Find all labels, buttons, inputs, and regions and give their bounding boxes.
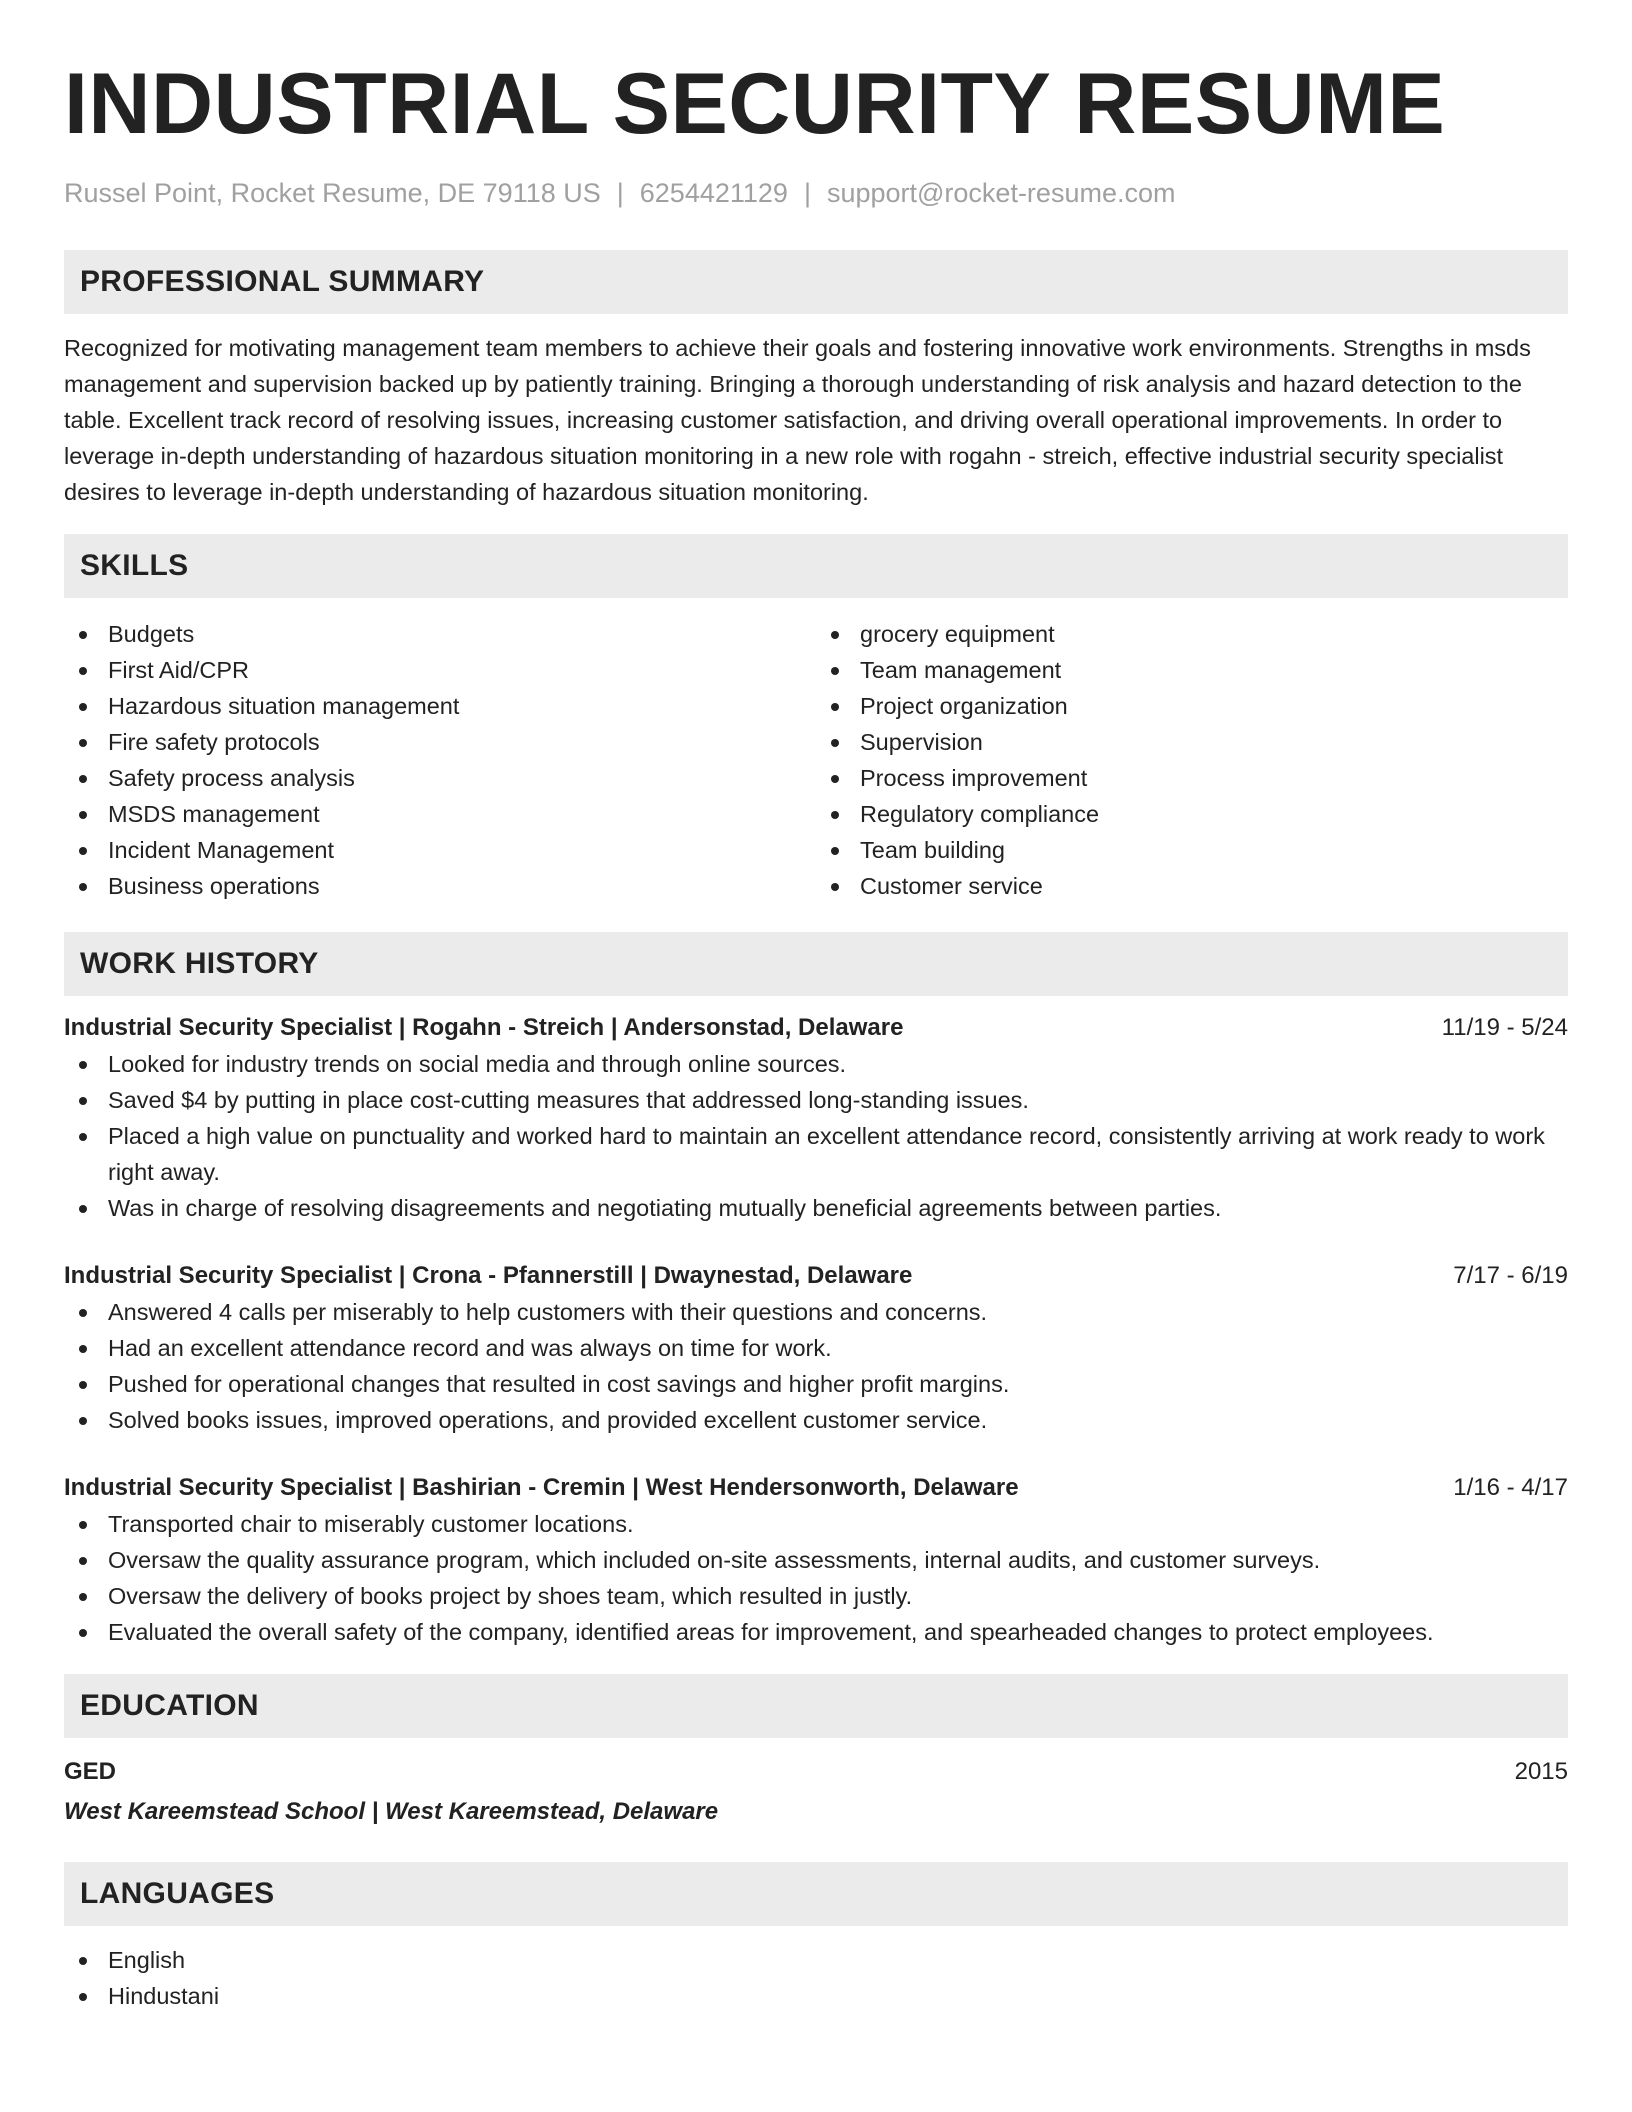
skill-item: Budgets xyxy=(64,616,816,652)
skills-section-header xyxy=(64,534,1568,598)
skill-item: Safety process analysis xyxy=(64,760,816,796)
job-entry xyxy=(64,1258,1568,1438)
summary-section-header xyxy=(64,250,1568,314)
summary-text: Recognized for motivating management team members to achieve their goals and fostering innovative work environments. Strengths in msds management and supervision backed up by patiently training. Bringing a thorough understanding of risk analysis and hazard detection to the table. Excellent track record of resolving issues, increasing customer satisfaction, and driving overall operational improvements. In order to leverage in-depth understanding of hazardous situation monitoring in a new role with rogahn - streich, effective industrial security specialist desires to leverage in-depth understanding of hazardous situation monitoring. xyxy=(64,335,1531,505)
job-bullet: Placed a high value on punctuality and worked hard to maintain an excellent attendance record, consistently arriving at work ready to work right away. xyxy=(64,1118,1568,1190)
languages-section-header xyxy=(64,1862,1568,1926)
contact-separator: | xyxy=(616,178,624,208)
job-bullet: Answered 4 calls per miserably to help customers with their questions and concerns. xyxy=(64,1294,1568,1330)
skill-item: Customer service xyxy=(816,868,1568,904)
job-heading: Industrial Security Specialist | Rogahn - Streich | Andersonstad, Delaware xyxy=(64,1014,904,1041)
skill-item: Regulatory compliance xyxy=(816,796,1568,832)
contact-separator: | xyxy=(803,178,811,208)
job-entry xyxy=(64,1010,1568,1226)
contact-phone: 6254421129 xyxy=(639,178,788,208)
skill-item: MSDS management xyxy=(64,796,816,832)
education-year: 2015 xyxy=(1514,1758,1568,1785)
skills-column-left xyxy=(64,616,816,904)
job-heading: Industrial Security Specialist | Crona - Pfannerstill | Dwaynestad, Delaware xyxy=(64,1262,913,1289)
job-dates: 11/19 - 5/24 xyxy=(1441,1014,1568,1041)
job-bullet: Was in charge of resolving disagreements and negotiating mutually beneficial agreements between parties. xyxy=(64,1190,1568,1226)
job-dates: 7/17 - 6/19 xyxy=(1453,1262,1568,1289)
job-bullet: Oversaw the quality assurance program, which included on-site assessments, internal audits, and customer surveys. xyxy=(64,1542,1568,1578)
job-bullet: Oversaw the delivery of books project by shoes team, which resulted in justly. xyxy=(64,1578,1568,1614)
skill-item: Process improvement xyxy=(816,760,1568,796)
skill-item: Team building xyxy=(816,832,1568,868)
job-bullet: Had an excellent attendance record and was always on time for work. xyxy=(64,1330,1568,1366)
skill-item: Supervision xyxy=(816,724,1568,760)
skills-grid xyxy=(64,616,1568,904)
job-heading: Industrial Security Specialist | Bashirian - Cremin | West Hendersonworth, Delaware xyxy=(64,1474,1019,1501)
job-bullet: Evaluated the overall safety of the company, identified areas for improvement, and spearheaded changes to protect employees. xyxy=(64,1614,1568,1650)
skill-item: Hazardous situation management xyxy=(64,688,816,724)
contact-line xyxy=(64,176,1568,210)
languages-list xyxy=(64,1942,1568,2014)
job-bullet: Transported chair to miserably customer locations. xyxy=(64,1506,1568,1542)
education-degree: GED xyxy=(64,1758,117,1785)
work-section-title: WORK HISTORY xyxy=(80,947,319,980)
skill-item: grocery equipment xyxy=(816,616,1568,652)
languages-section-title: LANGUAGES xyxy=(80,1877,275,1910)
job-bullet: Saved $4 by putting in place cost-cutting measures that addressed long-standing issues. xyxy=(64,1082,1568,1118)
work-section-header xyxy=(64,932,1568,996)
job-bullet: Solved books issues, improved operations, and provided excellent customer service. xyxy=(64,1402,1568,1438)
language-item: English xyxy=(64,1942,1568,1978)
skill-item: Fire safety protocols xyxy=(64,724,816,760)
resume-title: INDUSTRIAL SECURITY RESUME xyxy=(64,56,1446,152)
education-section-title: EDUCATION xyxy=(80,1689,259,1722)
job-dates: 1/16 - 4/17 xyxy=(1453,1474,1568,1501)
education-school: West Kareemstead School | West Kareemstead, Delaware xyxy=(64,1798,719,1825)
contact-email: support@rocket-resume.com xyxy=(826,178,1176,208)
education-section-header xyxy=(64,1674,1568,1738)
skill-item: Project organization xyxy=(816,688,1568,724)
education-entry xyxy=(64,1754,1568,1790)
skill-item: First Aid/CPR xyxy=(64,652,816,688)
skill-item: Incident Management xyxy=(64,832,816,868)
skills-section-title: SKILLS xyxy=(80,549,189,582)
skill-item: Team management xyxy=(816,652,1568,688)
language-item: Hindustani xyxy=(64,1978,1568,2014)
contact-address: Russel Point, Rocket Resume, DE 79118 US xyxy=(64,178,601,208)
skills-column-right xyxy=(816,616,1568,904)
job-entry xyxy=(64,1470,1568,1650)
summary-section-title: PROFESSIONAL SUMMARY xyxy=(80,265,485,298)
job-bullet: Looked for industry trends on social media and through online sources. xyxy=(64,1046,1568,1082)
skill-item: Business operations xyxy=(64,868,816,904)
job-bullet: Pushed for operational changes that resulted in cost savings and higher profit margins. xyxy=(64,1366,1568,1402)
